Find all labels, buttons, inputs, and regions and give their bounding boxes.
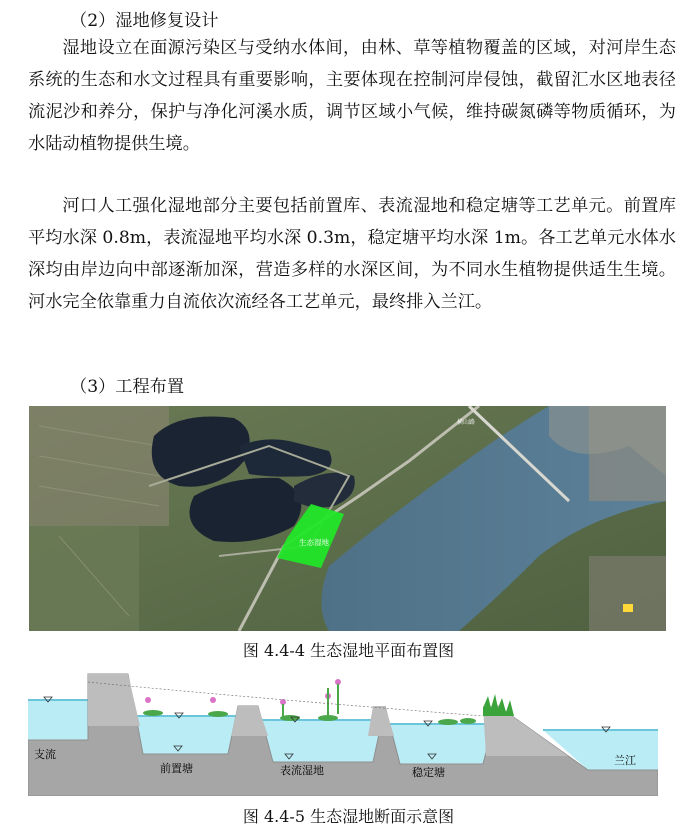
label-stable-pond: 稳定塘 [412, 766, 445, 779]
label-lanjiang: 兰江 [614, 754, 636, 767]
heading-wetland-design: （2）湿地修复设计 [70, 11, 219, 31]
heading-project-layout: （3）工程布置 [70, 377, 185, 397]
wetland-cross-section-diagram [28, 666, 658, 796]
paragraph-wetland-function: 湿地设立在面源污染区与受纳水体间，由林、草等植物覆盖的区域，对河岸生态系统的生态和水文过程具有重要影响，主要体现在控制河岸侵蚀，截留汇水区地表径流泥沙和养分，保护与净化河溪水质，调节区域小气候，维持碳氮磷等物质循环，为水陆动植物提供生境。 [28, 38, 676, 154]
label-front-pond: 前置塘 [160, 762, 193, 775]
caption-plan-figure: 图 4.4-4 生态湿地平面布置图 [242, 641, 455, 660]
wetland-map-label: 生态湿地 [299, 538, 329, 547]
aerial-plan-image [29, 406, 666, 631]
label-tributary: 支流 [34, 748, 56, 761]
road-map-label: 横山路 [457, 419, 476, 426]
paragraph-process-units: 河口人工强化湿地部分主要包括前置库、表流湿地和稳定塘等工艺单元。前置库平均水深 0.8m，表流湿地平均水深 0.3m，稳定塘平均水深 1m。各工艺单元水体水深均由岸边向中部逐渐加深，营造多样的水深区间，为不同水生植物提供适生生境。河水完全依靠重力自流依次流经各工艺单元，最终排入兰江。 [28, 196, 676, 312]
label-surface-wetland: 表流湿地 [280, 764, 324, 777]
caption-section-figure: 图 4.4-5 生态湿地断面示意图 [242, 807, 455, 826]
